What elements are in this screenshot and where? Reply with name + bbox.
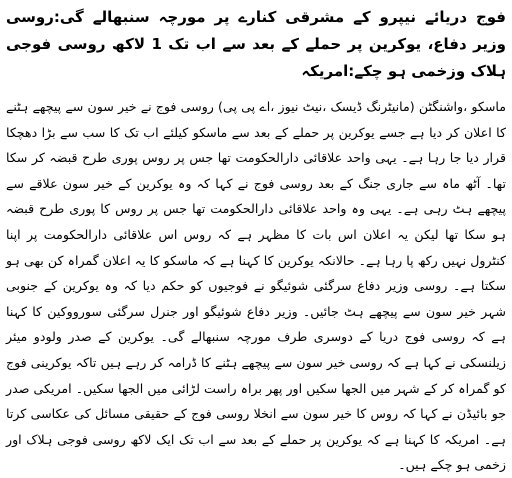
article-body: ماسکو ،واشنگٹن (مانیٹرنگ ڈیسک ،نیٹ نیوز ،اے پی پی) روسی فوج نے خیر سون سے پیچھے ہٹنے کا اعلان کر دیا ہے جسے یوکرین پر حملے کے بعد سے ماسکو کیلئے اب تک کا سب سے بڑا دھچکا قرار دیا جا رہا ہے۔ یہی واحد علاقائی دارالحکومت تھا جس پر روس پوری طرح قبضہ کر سکا تھا۔ آٹھ ماہ سے جاری جنگ کے بعد روسی فوج نے کہا کہ وہ یوکرین کے خیر سون علاقے سے پیچھے ہٹ رہی ہے۔ یہی وہ واحد علاقائی دارالحکومت تھا جس پر روس کا پوری طرح قبضہ ہو سکا تھا لیکن یہ اعلان اس بات کا مظہر ہے کہ روس اس علاقائی دارالحکومت پر اپنا کنٹرول نہیں رکھ پا رہا ہے۔ حالانکہ یوکرین کا کہنا ہے کہ ماسکو کا یہ اعلان گمراہ کن بھی ہو سکتا ہے۔ روسی وزیر دفاع سرگئی شوئیگو نے فوجیوں کو حکم دیا کہ وہ یوکرین کے جنوبی شہر خیر سون سے پیچھے ہٹ جائیں۔ وزیر دفاع شوئیگو اور جنرل سرگئی سورووکین کا کہنا ہے کہ روسی فوج دریا کے دوسری طرف مورچہ سنبھالے گی۔ یوکرین کے صدر ولودو میئر زیلنسکی نے کہا ہے کہ روسی خیر سون سے پیچھے ہٹنے کا ڈرامہ کر رہے ہیں تاکہ یوکرینی فوج کو گمراہ کر کے شہر میں الجھا سکیں اور پھر براہ راست لڑائی میں الجھا سکیں۔ امریکی صدر جو بائیڈن نے کہا کہ روس کا خیر سون سے انخلا روسی فوج کے حقیقی مسائل کی عکاسی کرتا ہے۔ امریکہ کا کہنا ہے کہ یوکرین پر حملے کے بعد سے اب تک ایک لاکھ روسی فوجی ہلاک اور زخمی ہو چکے ہیں۔ [6,99,506,473]
article-headline: فوج دریائے نیپرو کے مشرقی کنارے پر مورچہ سنبھالے گی:روسی وزیر دفاع، یوکرین پر حملے کے بعد سے اب تک 1 لاکھ روسی فوجی ہلاک وزخمی ہو چکے:امریکہ [6,8,507,80]
